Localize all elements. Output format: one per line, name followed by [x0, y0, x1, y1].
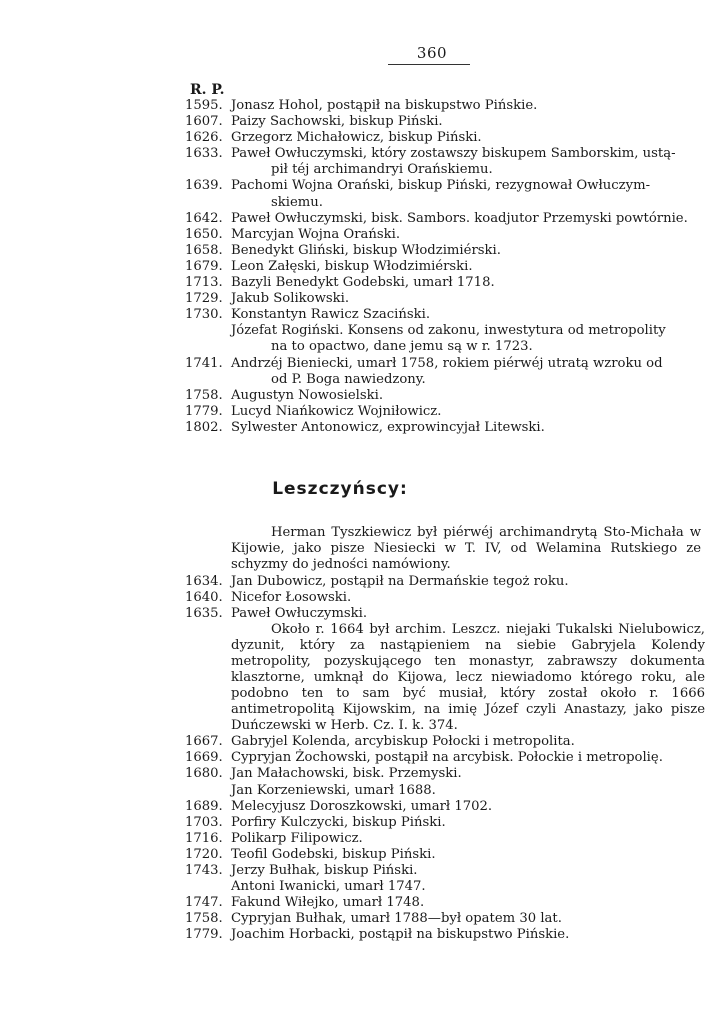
entry-main-line: Andrzéj Bieniecki, umarł 1758, rokiem piérwéj utratą wzroku od [231, 355, 663, 371]
entry-text [231, 766, 705, 782]
entry-main-line: Jan Małachowski, bisk. Przemyski. [231, 766, 462, 782]
entry-main-line: Augustyn Nowosielski. [231, 387, 384, 403]
entry-main-line: Nicefor Łosowski. [231, 590, 352, 606]
entry-text [231, 799, 705, 815]
entry-main-line: Cypryjan Bułhak, umarł 1788—był opatem 30 lat. [231, 911, 562, 927]
entry-main-line: Porfiry Kulczycki, biskup Piński. [231, 814, 446, 830]
entry-main-line: Jakub Solikowski. [231, 291, 350, 307]
list-item [185, 927, 705, 943]
entry-text [231, 130, 705, 146]
entry-text [231, 783, 705, 799]
list-item [185, 275, 705, 291]
entry-text [231, 911, 705, 927]
entry-text [231, 114, 705, 130]
entry-main-line: Fakund Wiłejko, umarł 1748. [231, 895, 425, 911]
list-item [185, 895, 705, 911]
entry-year: 1720. [185, 846, 223, 862]
entry-year: 1741. [185, 355, 223, 371]
entry-text [231, 178, 705, 210]
entry-text [231, 146, 705, 178]
entry-year: 1758. [185, 911, 223, 927]
list-item [185, 879, 705, 895]
entry-main-line: Antoni Iwanicki, umarł 1747. [231, 879, 426, 895]
entry-main-line: Jan Korzeniewski, umarł 1688. [231, 782, 436, 798]
list-item [185, 178, 705, 210]
entry-main-line: Paweł Owłuczymski, bisk. Sambors. koadjutor Przemyski powtórnie. [231, 210, 688, 226]
entry-year [185, 783, 231, 799]
list-item [185, 130, 705, 146]
entry-main-line: Sylwester Antonowicz, exprowincyjał Litewski. [231, 419, 545, 435]
entry-year: 1667. [185, 734, 223, 750]
entry-text [231, 815, 705, 831]
list-item [185, 307, 705, 323]
entry-text [231, 879, 705, 895]
entry-year: 1779. [185, 927, 223, 943]
entry-main-line: Jonasz Hohol, postąpił na biskupstwo Pińskie. [231, 98, 538, 113]
page-number: 360 [416, 44, 448, 62]
entry-main-line: Paweł Owłuczymski. [231, 606, 368, 622]
list-item [185, 606, 705, 622]
entry-year: 1658. [185, 242, 223, 258]
list-item [185, 766, 705, 782]
entry-year: 1669. [185, 750, 223, 766]
entry-year: 1640. [185, 590, 223, 606]
entry-main-line: Bazyli Benedykt Godebski, umarł 1718. [231, 275, 495, 291]
entry-main-line: Joachim Horbacki, postąpił na biskupstwo Pińskie. [231, 927, 570, 943]
list-item [185, 259, 705, 275]
entry-text [231, 323, 705, 355]
entry-text [231, 927, 705, 943]
entry-text [231, 750, 705, 766]
entry-text [231, 98, 705, 114]
entry-year: 1747. [185, 895, 223, 911]
list-item [185, 911, 705, 927]
list-item [185, 847, 705, 863]
entry-year: 1679. [185, 258, 223, 274]
entry-year: 1626. [185, 130, 223, 146]
entry-text [231, 227, 705, 243]
entry-year: 1703. [185, 814, 223, 830]
list-item [185, 734, 705, 750]
entry-text [231, 895, 705, 911]
entry-text [231, 420, 705, 436]
entry-main-line: Grzegorz Michałowicz, biskup Piński. [231, 130, 482, 146]
list-item [185, 227, 705, 243]
entry-year: 1758. [185, 387, 223, 403]
list-item [185, 750, 705, 766]
list-item [185, 420, 705, 436]
entry-text [231, 211, 705, 227]
entry-text [231, 388, 705, 404]
abbots-list-2 [185, 574, 705, 944]
entry-main-line: Konstantyn Rawicz Szaciński. [231, 307, 431, 323]
entry-text [231, 574, 705, 590]
entry-year: 1634. [185, 574, 223, 589]
entry-continuation: od P. Boga nawiedzony. [271, 371, 426, 387]
section-label: R. P. [190, 82, 225, 98]
entry-main-line: Melecyjusz Doroszkowski, umarł 1702. [231, 798, 493, 814]
list-item [185, 146, 705, 178]
entry-text [231, 847, 705, 863]
entry-text [231, 606, 705, 622]
history-paragraph-text: Około r. 1664 był archim. Leszcz. niejaki Tukalski Nielubowicz, dyzunit, który za nastąpieniem na siebie Gabryjela Kolendy metropolity, pozyskującego ten monastyr, zabrawszy dokumenta klasztorne, umknął do Kijowa, lecz niewiadomo którego roku, ale podobno ten to sam być musiał, który został około r. 1666 antimetropolitą Kijowskim, na imię Józef czyli Anastazy, jako pisze Duńczewski w Herb. Cz. I. k. 374. [231, 622, 705, 734]
list-item [185, 590, 705, 606]
list-item [185, 388, 705, 404]
abbots-list-1 [185, 98, 705, 436]
entry-year: 1650. [185, 226, 223, 242]
entry-main-line: Pachomi Wojna Orański, biskup Piński, rezygnował Owłuczym- [231, 178, 651, 194]
entry-text [231, 831, 705, 847]
list-item [185, 799, 705, 815]
entry-year: 1635. [185, 606, 223, 622]
entry-year: 1642. [185, 210, 223, 226]
entry-year [185, 879, 231, 895]
intro-paragraph [231, 525, 701, 573]
entry-main-line: Benedykt Gliński, biskup Włodzimiérski. [231, 242, 501, 258]
list-item [185, 114, 705, 130]
entry-main-line: Lucyd Niańkowicz Wojniłowicz. [231, 403, 442, 419]
entry-year: 1639. [185, 178, 223, 194]
entry-year: 1607. [185, 114, 223, 130]
entry-main-line: Teofil Godebski, biskup Piński. [231, 846, 436, 862]
list-item [185, 291, 705, 307]
entry-text [231, 590, 705, 606]
entry-year: 1689. [185, 798, 223, 814]
entry-year: 1730. [185, 307, 223, 323]
entry-main-line: Jerzy Bułhak, biskup Piński. [231, 863, 418, 879]
entry-main-line: Paweł Owłuczymski, który zostawszy biskupem Samborskim, ustą- [231, 146, 676, 162]
list-item [185, 574, 705, 590]
list-item [185, 211, 705, 227]
entry-text [231, 259, 705, 275]
list-item [185, 404, 705, 420]
entry-text [231, 291, 705, 307]
entry-main-line: Leon Załęski, biskup Włodzimiérski. [231, 258, 473, 274]
entry-year: 1802. [185, 419, 223, 435]
entry-main-line: Cypryjan Żochowski, postąpił na arcybisk. Połockie i metropolię. [231, 750, 663, 766]
history-paragraph [185, 622, 705, 734]
entry-main-line: Paizy Sachowski, biskup Piński. [231, 114, 443, 130]
list-item [185, 815, 705, 831]
list-item [185, 863, 705, 879]
entry-year [185, 323, 231, 355]
list-item [185, 98, 705, 114]
list-item [185, 831, 705, 847]
list-item [185, 323, 705, 355]
page-number-rule [388, 64, 470, 65]
entry-main-line: Jan Dubowicz, postąpił na Dermańskie tegoż roku. [231, 574, 569, 589]
entry-text [231, 734, 705, 750]
entry-main-line: Polikarp Filipowicz. [231, 830, 363, 846]
entry-main-line: Marcyjan Wojna Orański. [231, 226, 401, 242]
entry-text [231, 863, 705, 879]
entry-year: 1595. [185, 98, 223, 113]
section-heading: Leszczyńscy: [272, 479, 408, 499]
list-item [185, 356, 705, 388]
entry-year: 1743. [185, 863, 223, 879]
list-item [185, 243, 705, 259]
entry-text [231, 404, 705, 420]
list-item [185, 783, 705, 799]
entry-year: 1633. [185, 146, 223, 162]
entry-continuation: skiemu. [271, 194, 323, 210]
entry-text [231, 307, 705, 323]
entry-text [231, 243, 705, 259]
entry-continuation: pił téj archimandryi Orańskiemu. [271, 162, 493, 178]
entry-year: 1716. [185, 830, 223, 846]
entry-year: 1713. [185, 275, 223, 291]
entry-year: 1779. [185, 403, 223, 419]
entry-main-line: Józefat Rogiński. Konsens od zakonu, inwestytura od metropolity [231, 323, 666, 339]
entry-year: 1729. [185, 291, 223, 307]
entry-text [231, 275, 705, 291]
entry-main-line: Gabryjel Kolenda, arcybiskup Połocki i metropolita. [231, 734, 575, 750]
intro-text: Herman Tyszkiewicz był piérwéj archimandrytą Sto-Michała w Kijowie, jako pisze Niesiecki w T. IV, od Welamina Rutskiego ze schyzmy do jedności namówiony. [231, 525, 701, 572]
entry-continuation: na to opactwo, dane jemu są w r. 1723. [271, 339, 533, 355]
entry-year: 1680. [185, 766, 223, 782]
entry-text [231, 356, 705, 388]
